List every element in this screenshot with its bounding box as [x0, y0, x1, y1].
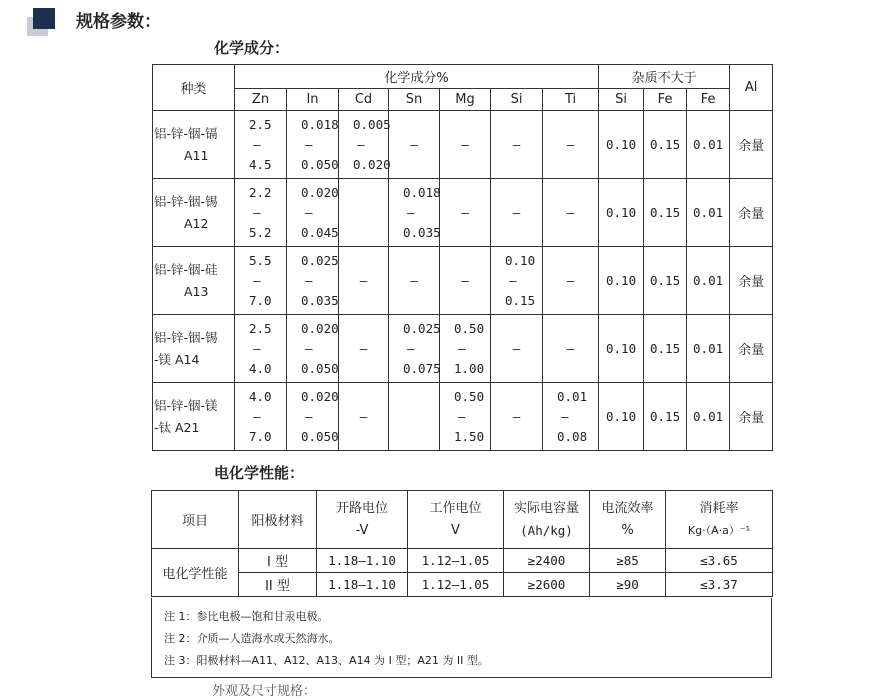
alloy-code: -钛 A21: [154, 419, 200, 435]
composition-cell: [440, 315, 491, 383]
composition-cell: [235, 383, 287, 451]
element-header: Zn: [235, 89, 287, 111]
composition-cell: [235, 179, 287, 247]
impurity-cell: 0.01: [687, 315, 730, 383]
wp-cell: 1.12—1.05: [408, 573, 504, 597]
alloy-name-cell: [153, 111, 235, 179]
element-header: Sn: [389, 89, 440, 111]
range-value: [389, 318, 439, 380]
impurity-cell: 0.10: [599, 179, 644, 247]
composition-cell: [235, 315, 287, 383]
range-min: 0.10: [505, 252, 536, 268]
range-value: [287, 114, 338, 176]
al-cell: 余量: [730, 111, 773, 179]
composition-cell: [543, 383, 599, 451]
range-dash: —: [305, 136, 313, 152]
range-min: 0.020: [301, 320, 339, 336]
range-dash: —: [458, 340, 466, 356]
material-header: 阳极材料: [239, 491, 317, 549]
composition-cell: [339, 111, 389, 179]
composition-cell: —: [491, 111, 543, 179]
range-max: 4.5: [249, 156, 272, 172]
composition-table: [152, 64, 773, 451]
composition-cell: [287, 111, 339, 179]
range-value: [287, 386, 338, 448]
range-value: [440, 318, 490, 380]
impurity-cell: 0.01: [687, 179, 730, 247]
notes-box: [151, 598, 772, 678]
range-min: 0.020: [301, 388, 339, 404]
range-dash: —: [509, 272, 517, 288]
element-header: Si: [491, 89, 543, 111]
range-dash: —: [305, 204, 313, 220]
impurity-element-header: Fe: [687, 89, 730, 111]
range-max: 1.50: [454, 428, 485, 444]
consumption-header: 消耗率 Kg·（A·a）⁻¹: [666, 491, 773, 549]
range-value: [235, 250, 286, 312]
impurity-cell: 0.15: [644, 111, 687, 179]
element-header: Cd: [339, 89, 389, 111]
note-2: 注 2：介质—人造海水或天然海水。: [164, 632, 340, 645]
range-value: [287, 318, 338, 380]
range-value: [491, 250, 542, 312]
composition-cell: —: [440, 247, 491, 315]
al-cell: 余量: [730, 383, 773, 451]
range-min: 2.5: [249, 116, 272, 132]
alloy-name-cell: [153, 383, 235, 451]
range-max: 0.020: [353, 156, 391, 172]
impurity-element-header: Fe: [644, 89, 687, 111]
alloy-name-cell: [153, 247, 235, 315]
range-dash: —: [305, 272, 313, 288]
range-min: 5.5: [249, 252, 272, 268]
composition-cell: —: [491, 179, 543, 247]
range-max: 4.0: [249, 360, 272, 376]
al-cell: 余量: [730, 315, 773, 383]
composition-cell: —: [339, 247, 389, 315]
impurity-cell: 0.01: [687, 247, 730, 315]
composition-cell: [235, 111, 287, 179]
alloy-code: A13: [184, 283, 209, 299]
ocp-header: 开路电位 -V: [317, 491, 408, 549]
electro-title: 电化学性能：: [214, 464, 305, 482]
kind-header: 种类: [153, 65, 235, 111]
section-marker-icon: [33, 8, 55, 29]
efficiency-cell: ≥90: [590, 573, 666, 597]
composition-cell: [440, 383, 491, 451]
alloy-name-line: 铝-锌-铟-镁: [154, 397, 218, 413]
composition-cell: [339, 179, 389, 247]
impurity-header: 杂质不大于: [599, 65, 730, 89]
range-value: [339, 114, 391, 176]
composition-cell: [287, 179, 339, 247]
alloy-code: -镁 A14: [154, 351, 200, 367]
capacity-cell: ≥2400: [504, 549, 590, 573]
composition-cell: —: [543, 247, 599, 315]
range-max: 0.050: [301, 360, 339, 376]
range-value: [440, 386, 490, 448]
al-header: Al: [730, 65, 773, 111]
impurity-cell: 0.10: [599, 111, 644, 179]
composition-cell: —: [339, 315, 389, 383]
range-value: [287, 250, 338, 312]
range-max: 0.050: [301, 156, 339, 172]
range-dash: —: [253, 204, 261, 220]
table-row: [153, 247, 773, 315]
impurity-cell: 0.15: [644, 179, 687, 247]
range-min: 0.005: [353, 116, 391, 132]
range-max: 1.00: [454, 360, 485, 376]
range-min: 4.0: [249, 388, 272, 404]
range-dash: —: [458, 408, 466, 424]
al-cell: 余量: [730, 247, 773, 315]
note-3: 注 3：阳极材料—A11、A12、A13、A14 为 I 型；A21 为 II 型。: [164, 654, 489, 667]
composition-cell: [287, 383, 339, 451]
item-header: 项目: [152, 491, 239, 549]
range-value: [389, 182, 439, 244]
range-min: 0.018: [403, 184, 441, 200]
range-max: 5.2: [249, 224, 272, 240]
composition-cell: —: [543, 111, 599, 179]
range-min: 0.025: [301, 252, 339, 268]
consumption-cell: ≤3.65: [666, 549, 773, 573]
range-max: 0.050: [301, 428, 339, 444]
element-header: In: [287, 89, 339, 111]
range-dash: —: [561, 408, 569, 424]
impurity-cell: 0.01: [687, 383, 730, 451]
note-1: 注 1：参比电极—饱和甘汞电极。: [164, 610, 329, 623]
range-dash: —: [357, 136, 365, 152]
alloy-name-line: 铝-锌-铟-锡: [154, 193, 218, 209]
composition-cell: —: [491, 383, 543, 451]
impurity-cell: 0.15: [644, 247, 687, 315]
range-max: 0.035: [403, 224, 441, 240]
wp-header: 工作电位 V: [408, 491, 504, 549]
alloy-name-line: 铝-锌-铟-镉: [154, 125, 218, 141]
impurity-cell: 0.15: [644, 383, 687, 451]
composition-cell: —: [543, 179, 599, 247]
next-section-heading: 外观及尺寸规格：: [212, 684, 317, 699]
table-row: [153, 111, 773, 179]
alloy-name-cell: [153, 179, 235, 247]
composition-cell: —: [339, 383, 389, 451]
al-cell: 余量: [730, 179, 773, 247]
range-max: 0.045: [301, 224, 339, 240]
range-min: 0.018: [301, 116, 339, 132]
table-row: [153, 315, 773, 383]
electro-row-label: 电化学性能: [152, 549, 239, 597]
alloy-code: A11: [184, 147, 209, 163]
range-value: [235, 318, 286, 380]
efficiency-header: 电流效率 %: [590, 491, 666, 549]
efficiency-cell: ≥85: [590, 549, 666, 573]
range-value: [235, 386, 286, 448]
alloy-name-line: 铝-锌-铟-硅: [154, 261, 218, 277]
range-dash: —: [253, 340, 261, 356]
composition-cell: [491, 247, 543, 315]
alloy-name-cell: [153, 315, 235, 383]
range-max: 7.0: [249, 292, 272, 308]
range-dash: —: [305, 340, 313, 356]
composition-cell: —: [543, 315, 599, 383]
range-min: 0.50: [454, 388, 485, 404]
range-min: 2.5: [249, 320, 272, 336]
table-row: [153, 383, 773, 451]
impurity-element-header: Si: [599, 89, 644, 111]
wp-cell: 1.12—1.05: [408, 549, 504, 573]
range-min: 0.025: [403, 320, 441, 336]
range-value: [287, 182, 338, 244]
chem-header: 化学成分%: [235, 65, 599, 89]
consumption-cell: ≤3.37: [666, 573, 773, 597]
range-min: 0.50: [454, 320, 485, 336]
composition-cell: [287, 247, 339, 315]
range-max: 0.15: [505, 292, 536, 308]
range-value: [235, 114, 286, 176]
alloy-name-line: 铝-锌-铟-锡: [154, 329, 218, 345]
element-header: Mg: [440, 89, 491, 111]
range-min: 0.020: [301, 184, 339, 200]
composition-cell: [287, 315, 339, 383]
impurity-cell: 0.10: [599, 315, 644, 383]
composition-cell: [389, 179, 440, 247]
composition-cell: —: [389, 111, 440, 179]
range-min: 0.01: [557, 388, 588, 404]
composition-cell: [235, 247, 287, 315]
impurity-cell: 0.15: [644, 315, 687, 383]
material-cell: II 型: [239, 573, 317, 597]
impurity-cell: 0.10: [599, 247, 644, 315]
table-row: [153, 179, 773, 247]
range-min: 2.2: [249, 184, 272, 200]
ocp-cell: 1.18—1.10: [317, 573, 408, 597]
ocp-cell: 1.18—1.10: [317, 549, 408, 573]
range-max: 0.08: [557, 428, 588, 444]
composition-cell: —: [389, 247, 440, 315]
composition-cell: —: [491, 315, 543, 383]
composition-cell: [389, 315, 440, 383]
range-dash: —: [253, 408, 261, 424]
capacity-header: 实际电容量 (Ah/kg): [504, 491, 590, 549]
composition-cell: —: [440, 111, 491, 179]
range-dash: —: [407, 204, 415, 220]
composition-title: 化学成分：: [214, 39, 290, 57]
range-dash: —: [253, 136, 261, 152]
section-title: 规格参数：: [76, 12, 161, 32]
impurity-cell: 0.01: [687, 111, 730, 179]
range-value: [543, 386, 598, 448]
impurity-cell: 0.10: [599, 383, 644, 451]
electro-table: [151, 490, 773, 597]
material-cell: I 型: [239, 549, 317, 573]
composition-cell: —: [440, 179, 491, 247]
range-dash: —: [305, 408, 313, 424]
element-header: Ti: [543, 89, 599, 111]
capacity-cell: ≥2600: [504, 573, 590, 597]
range-max: 0.035: [301, 292, 339, 308]
range-dash: —: [407, 340, 415, 356]
range-max: 0.075: [403, 360, 441, 376]
range-max: 7.0: [249, 428, 272, 444]
range-dash: —: [253, 272, 261, 288]
alloy-code: A12: [184, 215, 209, 231]
range-value: [235, 182, 286, 244]
composition-cell: [389, 383, 440, 451]
